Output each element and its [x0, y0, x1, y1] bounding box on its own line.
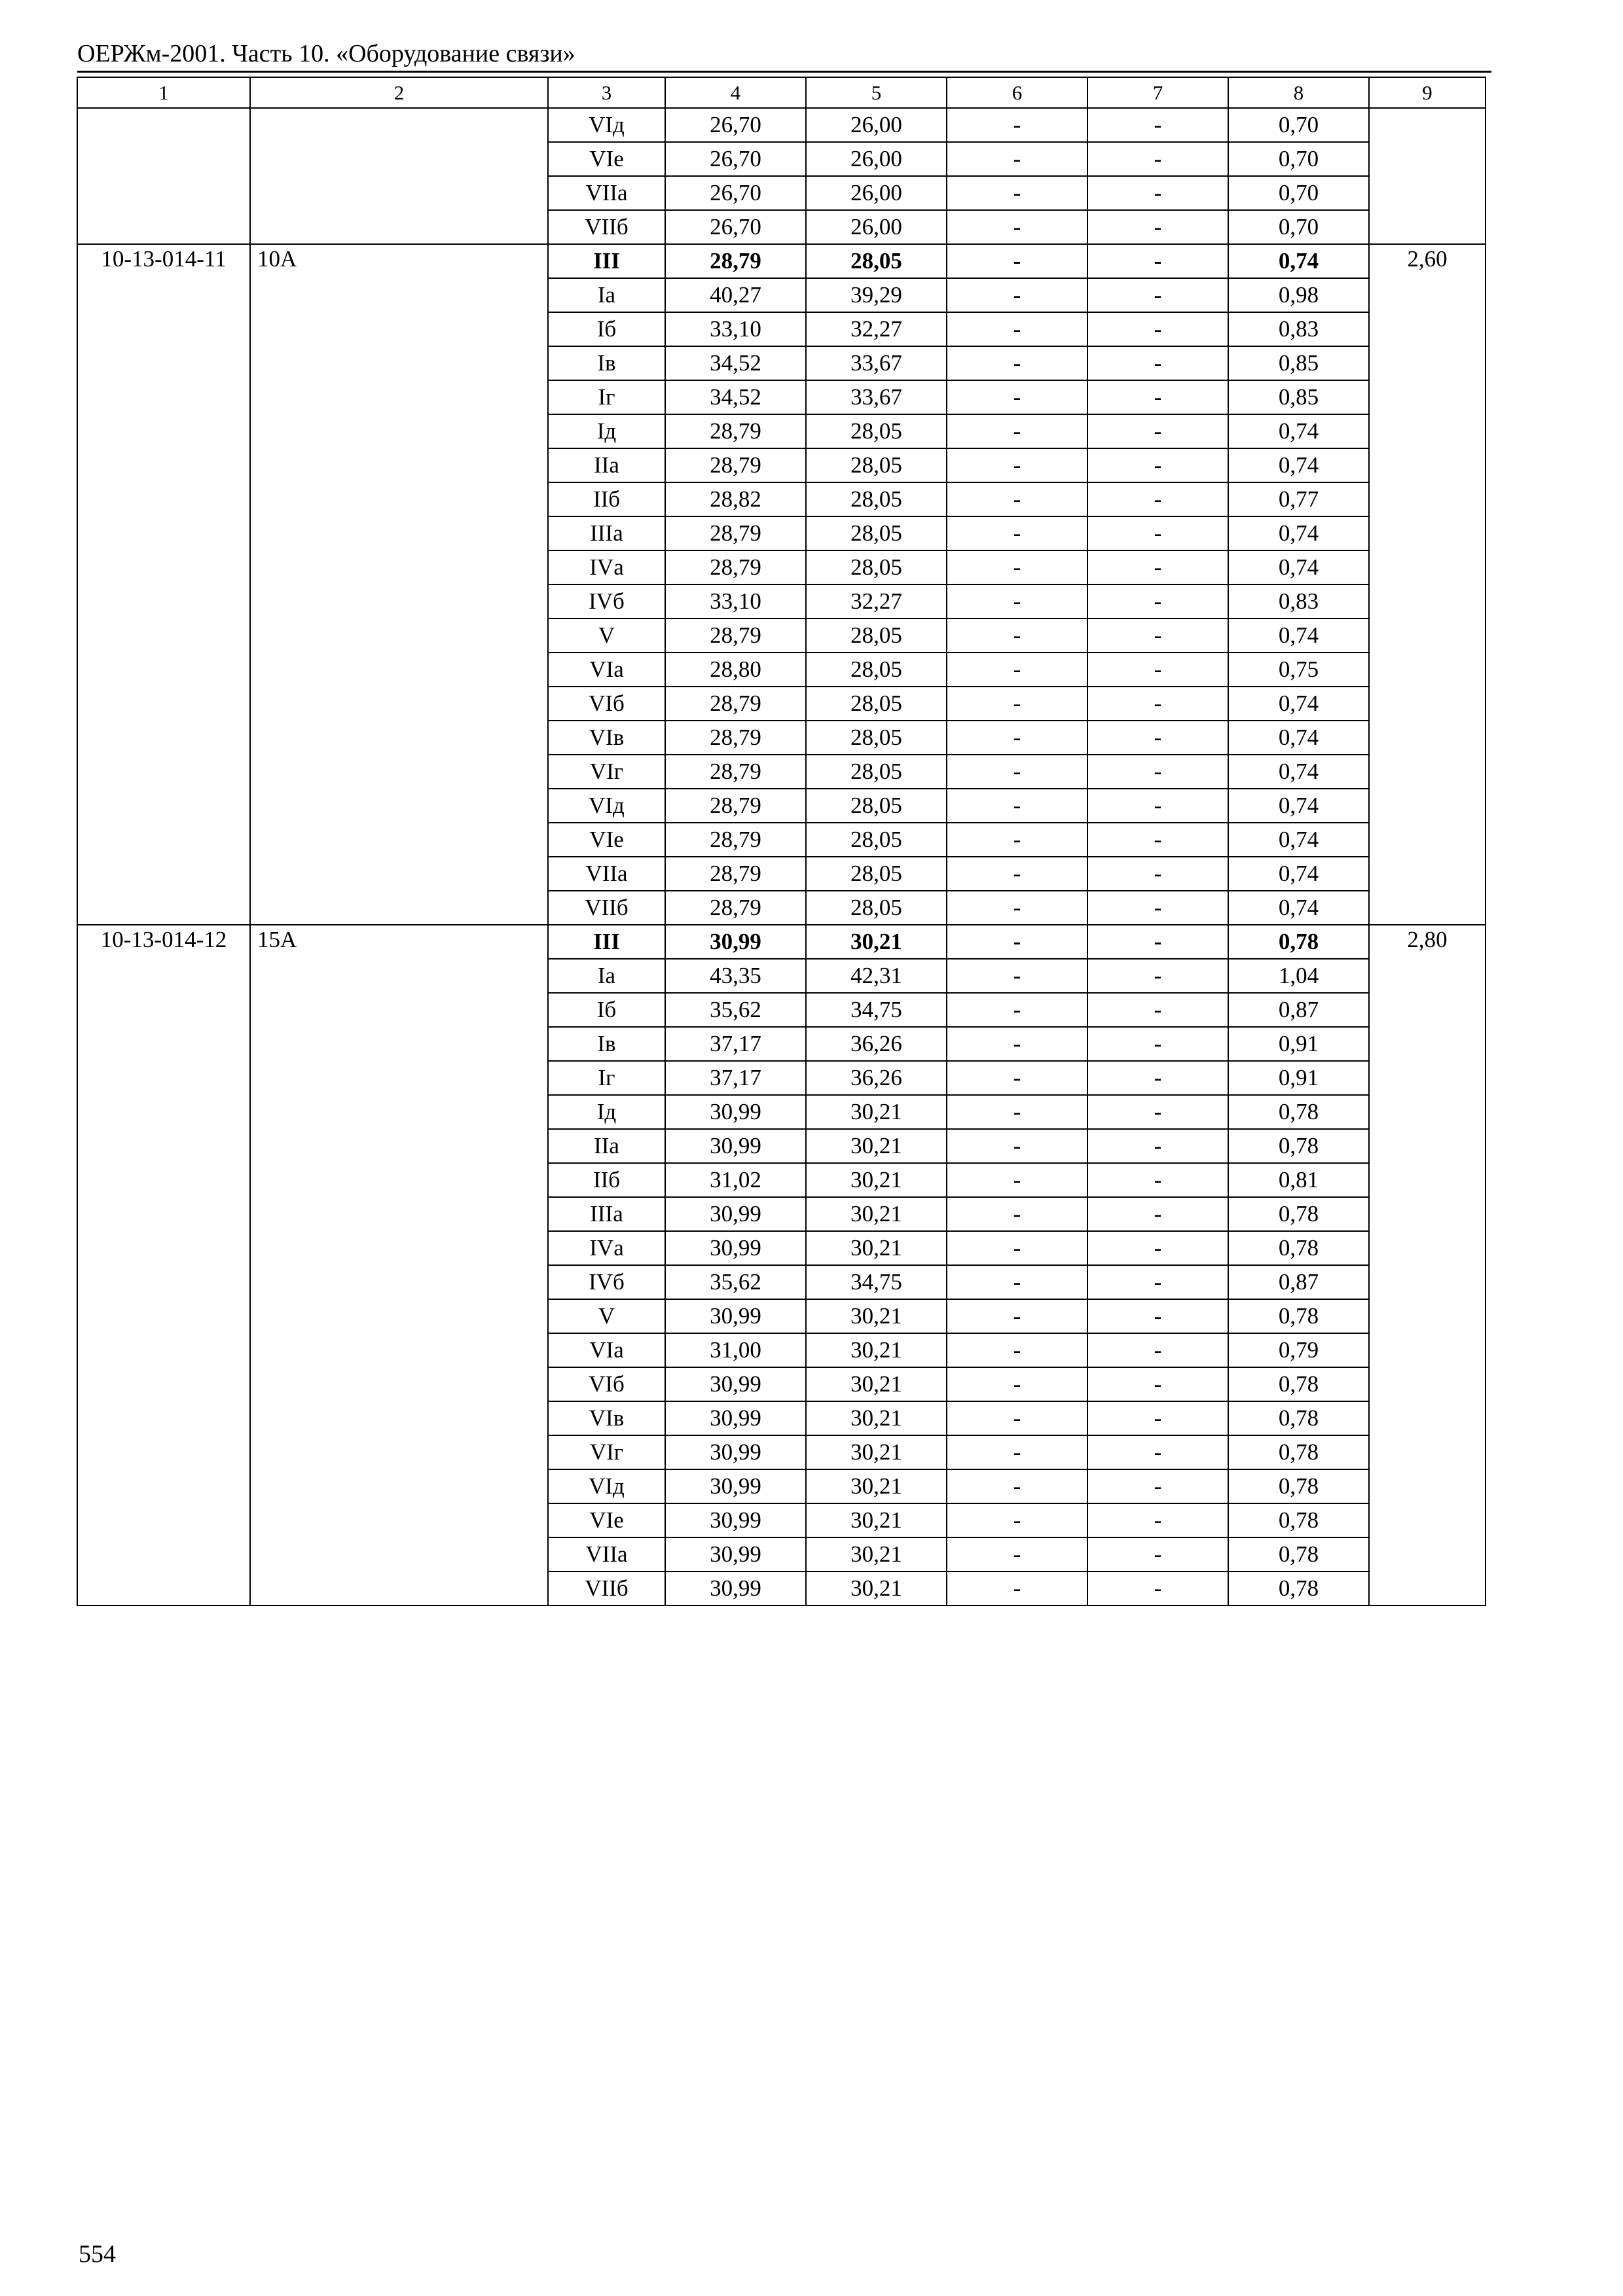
resource-name: 10А [250, 244, 548, 925]
value-col8: 0,78 [1228, 1299, 1369, 1333]
value-col7: - [1087, 516, 1228, 550]
value-col4: 34,52 [665, 380, 806, 414]
value-col7: - [1087, 857, 1228, 891]
value-col6: - [947, 1537, 1087, 1571]
value-col6: - [947, 312, 1087, 346]
zone-cell: IVа [548, 1231, 665, 1265]
value-col7: - [1087, 959, 1228, 993]
zone-cell: VIа [548, 653, 665, 687]
value-col6: - [947, 789, 1087, 823]
value-col8: 0,74 [1228, 891, 1369, 925]
column-number: 8 [1228, 77, 1369, 108]
value-col7: - [1087, 925, 1228, 959]
value-col7: - [1087, 244, 1228, 278]
value-col4: 30,99 [665, 1299, 806, 1333]
column-number: 3 [548, 77, 665, 108]
zone-cell: V [548, 619, 665, 653]
table-row [77, 925, 1486, 959]
value-col7: - [1087, 1061, 1228, 1095]
value-col7: - [1087, 619, 1228, 653]
value-col4: 30,99 [665, 1367, 806, 1401]
value-col7: - [1087, 346, 1228, 380]
value-col5: 30,21 [806, 1299, 947, 1333]
value-col7: - [1087, 448, 1228, 482]
value-col6: - [947, 516, 1087, 550]
zone-cell: VIг [548, 755, 665, 789]
value-col6: - [947, 142, 1087, 176]
value-col8: 0,70 [1228, 108, 1369, 142]
value-col5: 28,05 [806, 687, 947, 721]
zone-cell: Iд [548, 1095, 665, 1129]
value-col7: - [1087, 1129, 1228, 1163]
zone-cell: VIд [548, 1469, 665, 1503]
zone-cell: VIIб [548, 210, 665, 244]
value-col8: 0,78 [1228, 1503, 1369, 1537]
value-col7: - [1087, 482, 1228, 516]
value-col5: 33,67 [806, 380, 947, 414]
value-col4: 30,99 [665, 1129, 806, 1163]
value-col5: 30,21 [806, 1503, 947, 1537]
value-col5: 26,00 [806, 176, 947, 210]
value-col7: - [1087, 1265, 1228, 1299]
value-col4: 26,70 [665, 210, 806, 244]
value-col6: - [947, 244, 1087, 278]
value-col4: 28,79 [665, 755, 806, 789]
value-col5: 39,29 [806, 278, 947, 312]
value-col7: - [1087, 108, 1228, 142]
zone-cell: IVб [548, 584, 665, 619]
value-col8: 0,74 [1228, 244, 1369, 278]
value-col7: - [1087, 653, 1228, 687]
value-col8: 0,85 [1228, 346, 1369, 380]
value-col6: - [947, 482, 1087, 516]
value-col5: 34,75 [806, 1265, 947, 1299]
zone-cell: VIв [548, 1401, 665, 1435]
value-col6: - [947, 653, 1087, 687]
value-col5: 28,05 [806, 516, 947, 550]
value-col6: - [947, 108, 1087, 142]
zone-cell: VIе [548, 1503, 665, 1537]
value-col7: - [1087, 142, 1228, 176]
value-col8: 0,81 [1228, 1163, 1369, 1197]
value-col8: 0,74 [1228, 721, 1369, 755]
value-col4: 30,99 [665, 925, 806, 959]
value-col8: 0,98 [1228, 278, 1369, 312]
value-col6: - [947, 278, 1087, 312]
value-col8: 0,91 [1228, 1027, 1369, 1061]
zone-cell: Iв [548, 1027, 665, 1061]
value-col5: 32,27 [806, 584, 947, 619]
norm-value: 2,80 [1369, 925, 1486, 1605]
value-col6: - [947, 755, 1087, 789]
value-col5: 28,05 [806, 755, 947, 789]
value-col4: 28,79 [665, 414, 806, 448]
value-col8: 0,74 [1228, 448, 1369, 482]
value-col7: - [1087, 380, 1228, 414]
column-number: 9 [1369, 77, 1486, 108]
value-col6: - [947, 1299, 1087, 1333]
value-col6: - [947, 823, 1087, 857]
value-col8: 0,78 [1228, 1197, 1369, 1231]
zone-cell: VIд [548, 789, 665, 823]
value-col5: 28,05 [806, 448, 947, 482]
value-col4: 28,79 [665, 448, 806, 482]
value-col7: - [1087, 823, 1228, 857]
value-col5: 28,05 [806, 823, 947, 857]
value-col6: - [947, 959, 1087, 993]
value-col6: - [947, 550, 1087, 584]
value-col6: - [947, 857, 1087, 891]
value-col8: 0,87 [1228, 993, 1369, 1027]
page-number: 554 [79, 2240, 116, 2268]
value-col5: 30,21 [806, 1333, 947, 1367]
value-col7: - [1087, 755, 1228, 789]
value-col4: 30,99 [665, 1401, 806, 1435]
value-col5: 34,75 [806, 993, 947, 1027]
table-row [77, 244, 1486, 278]
column-number: 5 [806, 77, 947, 108]
value-col5: 30,21 [806, 1231, 947, 1265]
resource-name [250, 108, 548, 244]
value-col7: - [1087, 1401, 1228, 1435]
value-col6: - [947, 619, 1087, 653]
value-col6: - [947, 687, 1087, 721]
value-col8: 0,74 [1228, 619, 1369, 653]
value-col5: 28,05 [806, 857, 947, 891]
value-col6: - [947, 1231, 1087, 1265]
value-col8: 0,78 [1228, 925, 1369, 959]
value-col4: 31,00 [665, 1333, 806, 1367]
value-col8: 0,78 [1228, 1129, 1369, 1163]
value-col4: 28,79 [665, 891, 806, 925]
value-col6: - [947, 1095, 1087, 1129]
resource-code: 10-13-014-12 [77, 925, 250, 1605]
value-col7: - [1087, 1333, 1228, 1367]
value-col4: 26,70 [665, 108, 806, 142]
value-col6: - [947, 925, 1087, 959]
zone-cell: VIб [548, 687, 665, 721]
value-col6: - [947, 1469, 1087, 1503]
zone-cell: Iа [548, 959, 665, 993]
value-col5: 30,21 [806, 1197, 947, 1231]
zone-cell: VIе [548, 823, 665, 857]
value-col4: 30,99 [665, 1197, 806, 1231]
value-col5: 28,05 [806, 789, 947, 823]
value-col7: - [1087, 278, 1228, 312]
value-col6: - [947, 1367, 1087, 1401]
value-col7: - [1087, 1197, 1228, 1231]
value-col5: 30,21 [806, 1435, 947, 1469]
value-col6: - [947, 1197, 1087, 1231]
value-col6: - [947, 414, 1087, 448]
value-col5: 36,26 [806, 1061, 947, 1095]
value-col6: - [947, 584, 1087, 619]
zone-cell: IIIа [548, 516, 665, 550]
value-col4: 31,02 [665, 1163, 806, 1197]
value-col5: 32,27 [806, 312, 947, 346]
value-col5: 28,05 [806, 721, 947, 755]
value-col4: 30,99 [665, 1537, 806, 1571]
value-col8: 0,70 [1228, 210, 1369, 244]
value-col8: 0,77 [1228, 482, 1369, 516]
column-number: 4 [665, 77, 806, 108]
value-col7: - [1087, 1435, 1228, 1469]
zone-cell: VIд [548, 108, 665, 142]
value-col6: - [947, 1163, 1087, 1197]
zone-cell: Iб [548, 312, 665, 346]
value-col7: - [1087, 176, 1228, 210]
value-col8: 1,04 [1228, 959, 1369, 993]
value-col5: 28,05 [806, 482, 947, 516]
zone-cell: V [548, 1299, 665, 1333]
value-col5: 30,21 [806, 1129, 947, 1163]
value-col7: - [1087, 1571, 1228, 1605]
value-col8: 0,74 [1228, 789, 1369, 823]
value-col7: - [1087, 1299, 1228, 1333]
value-col6: - [947, 721, 1087, 755]
value-col8: 0,83 [1228, 312, 1369, 346]
resource-name: 15А [250, 925, 548, 1605]
value-col6: - [947, 1265, 1087, 1299]
value-col4: 28,79 [665, 550, 806, 584]
value-col4: 37,17 [665, 1061, 806, 1095]
norm-value: 2,60 [1369, 244, 1486, 925]
value-col5: 28,05 [806, 244, 947, 278]
value-col8: 0,74 [1228, 414, 1369, 448]
value-col6: - [947, 176, 1087, 210]
zone-cell: IIа [548, 448, 665, 482]
value-col4: 30,99 [665, 1571, 806, 1605]
zone-cell: VIIа [548, 857, 665, 891]
value-col7: - [1087, 210, 1228, 244]
value-col4: 35,62 [665, 993, 806, 1027]
value-col7: - [1087, 584, 1228, 619]
value-col8: 0,78 [1228, 1095, 1369, 1129]
value-col4: 30,99 [665, 1469, 806, 1503]
value-col5: 30,21 [806, 1163, 947, 1197]
value-col4: 28,79 [665, 721, 806, 755]
value-col7: - [1087, 721, 1228, 755]
value-col6: - [947, 1503, 1087, 1537]
zone-cell: IIIа [548, 1197, 665, 1231]
value-col7: - [1087, 550, 1228, 584]
value-col8: 0,74 [1228, 516, 1369, 550]
value-col4: 28,82 [665, 482, 806, 516]
value-col6: - [947, 1571, 1087, 1605]
value-col8: 0,87 [1228, 1265, 1369, 1299]
value-col8: 0,91 [1228, 1061, 1369, 1095]
value-col6: - [947, 210, 1087, 244]
value-col5: 26,00 [806, 210, 947, 244]
value-col6: - [947, 993, 1087, 1027]
zone-cell: III [548, 244, 665, 278]
value-col4: 30,99 [665, 1503, 806, 1537]
value-col5: 30,21 [806, 1571, 947, 1605]
value-col6: - [947, 1333, 1087, 1367]
zone-cell: VIа [548, 1333, 665, 1367]
zone-cell: VIг [548, 1435, 665, 1469]
zone-cell: Iг [548, 380, 665, 414]
value-col4: 40,27 [665, 278, 806, 312]
value-col8: 0,78 [1228, 1469, 1369, 1503]
value-col8: 0,78 [1228, 1571, 1369, 1605]
value-col4: 30,99 [665, 1231, 806, 1265]
value-col4: 28,79 [665, 789, 806, 823]
page-header [77, 38, 1491, 73]
value-col6: - [947, 448, 1087, 482]
value-col4: 28,79 [665, 857, 806, 891]
value-col4: 33,10 [665, 584, 806, 619]
value-col8: 0,78 [1228, 1231, 1369, 1265]
value-col4: 26,70 [665, 176, 806, 210]
value-col8: 0,74 [1228, 823, 1369, 857]
value-col7: - [1087, 1537, 1228, 1571]
value-col7: - [1087, 1503, 1228, 1537]
value-col4: 28,79 [665, 619, 806, 653]
value-col5: 30,21 [806, 1095, 947, 1129]
value-col4: 28,79 [665, 516, 806, 550]
value-col4: 28,79 [665, 687, 806, 721]
value-col4: 30,99 [665, 1435, 806, 1469]
zone-cell: Iа [548, 278, 665, 312]
value-col4: 34,52 [665, 346, 806, 380]
value-col7: - [1087, 687, 1228, 721]
zone-cell: IVб [548, 1265, 665, 1299]
value-col8: 0,74 [1228, 857, 1369, 891]
value-col5: 36,26 [806, 1027, 947, 1061]
value-col8: 0,78 [1228, 1401, 1369, 1435]
value-col6: - [947, 346, 1087, 380]
value-col7: - [1087, 891, 1228, 925]
zone-cell: IIб [548, 1163, 665, 1197]
zone-cell: VIIа [548, 1537, 665, 1571]
value-col7: - [1087, 789, 1228, 823]
value-col8: 0,74 [1228, 687, 1369, 721]
value-col5: 30,21 [806, 1367, 947, 1401]
value-col5: 33,67 [806, 346, 947, 380]
value-col5: 26,00 [806, 108, 947, 142]
value-col7: - [1087, 1367, 1228, 1401]
value-col8: 0,70 [1228, 142, 1369, 176]
zone-cell: Iв [548, 346, 665, 380]
value-col5: 28,05 [806, 619, 947, 653]
value-col7: - [1087, 414, 1228, 448]
zone-cell: IIб [548, 482, 665, 516]
zone-cell: VIе [548, 142, 665, 176]
value-col8: 0,75 [1228, 653, 1369, 687]
value-col5: 28,05 [806, 550, 947, 584]
value-col5: 30,21 [806, 1401, 947, 1435]
value-col5: 28,05 [806, 414, 947, 448]
value-col4: 28,79 [665, 823, 806, 857]
column-number: 2 [250, 77, 548, 108]
value-col8: 0,83 [1228, 584, 1369, 619]
zone-cell: III [548, 925, 665, 959]
value-col7: - [1087, 1027, 1228, 1061]
zone-cell: VIIа [548, 176, 665, 210]
document-title: ОЕРЖм-2001. Часть 10. «Оборудование связи» [77, 40, 575, 67]
value-col8: 0,74 [1228, 755, 1369, 789]
value-col6: - [947, 380, 1087, 414]
price-table [77, 77, 1486, 1606]
table-row [77, 108, 1486, 142]
value-col4: 28,79 [665, 244, 806, 278]
value-col7: - [1087, 993, 1228, 1027]
value-col4: 35,62 [665, 1265, 806, 1299]
value-col8: 0,70 [1228, 176, 1369, 210]
value-col5: 30,21 [806, 1537, 947, 1571]
zone-cell: VIIб [548, 891, 665, 925]
value-col7: - [1087, 1231, 1228, 1265]
zone-cell: Iб [548, 993, 665, 1027]
value-col4: 26,70 [665, 142, 806, 176]
column-number: 6 [947, 77, 1087, 108]
value-col4: 28,80 [665, 653, 806, 687]
zone-cell: VIв [548, 721, 665, 755]
column-number: 1 [77, 77, 250, 108]
value-col4: 33,10 [665, 312, 806, 346]
table-body [77, 77, 1486, 1605]
value-col8: 0,78 [1228, 1435, 1369, 1469]
value-col5: 26,00 [806, 142, 947, 176]
value-col4: 43,35 [665, 959, 806, 993]
value-col8: 0,85 [1228, 380, 1369, 414]
value-col7: - [1087, 312, 1228, 346]
value-col7: - [1087, 1163, 1228, 1197]
value-col8: 0,74 [1228, 550, 1369, 584]
column-number: 7 [1087, 77, 1228, 108]
value-col7: - [1087, 1469, 1228, 1503]
value-col5: 28,05 [806, 653, 947, 687]
value-col7: - [1087, 1095, 1228, 1129]
value-col8: 0,78 [1228, 1537, 1369, 1571]
zone-cell: Iг [548, 1061, 665, 1095]
value-col5: 30,21 [806, 925, 947, 959]
zone-cell: IIа [548, 1129, 665, 1163]
zone-cell: VIб [548, 1367, 665, 1401]
value-col6: - [947, 1435, 1087, 1469]
value-col6: - [947, 891, 1087, 925]
value-col8: 0,79 [1228, 1333, 1369, 1367]
value-col6: - [947, 1129, 1087, 1163]
norm-value [1369, 108, 1486, 244]
zone-cell: Iд [548, 414, 665, 448]
value-col5: 30,21 [806, 1469, 947, 1503]
value-col8: 0,78 [1228, 1367, 1369, 1401]
column-number-row [77, 77, 1486, 108]
zone-cell: IVа [548, 550, 665, 584]
value-col4: 37,17 [665, 1027, 806, 1061]
value-col4: 30,99 [665, 1095, 806, 1129]
value-col6: - [947, 1027, 1087, 1061]
zone-cell: VIIб [548, 1571, 665, 1605]
value-col6: - [947, 1401, 1087, 1435]
value-col6: - [947, 1061, 1087, 1095]
value-col5: 28,05 [806, 891, 947, 925]
resource-code [77, 108, 250, 244]
resource-code: 10-13-014-11 [77, 244, 250, 925]
value-col5: 42,31 [806, 959, 947, 993]
